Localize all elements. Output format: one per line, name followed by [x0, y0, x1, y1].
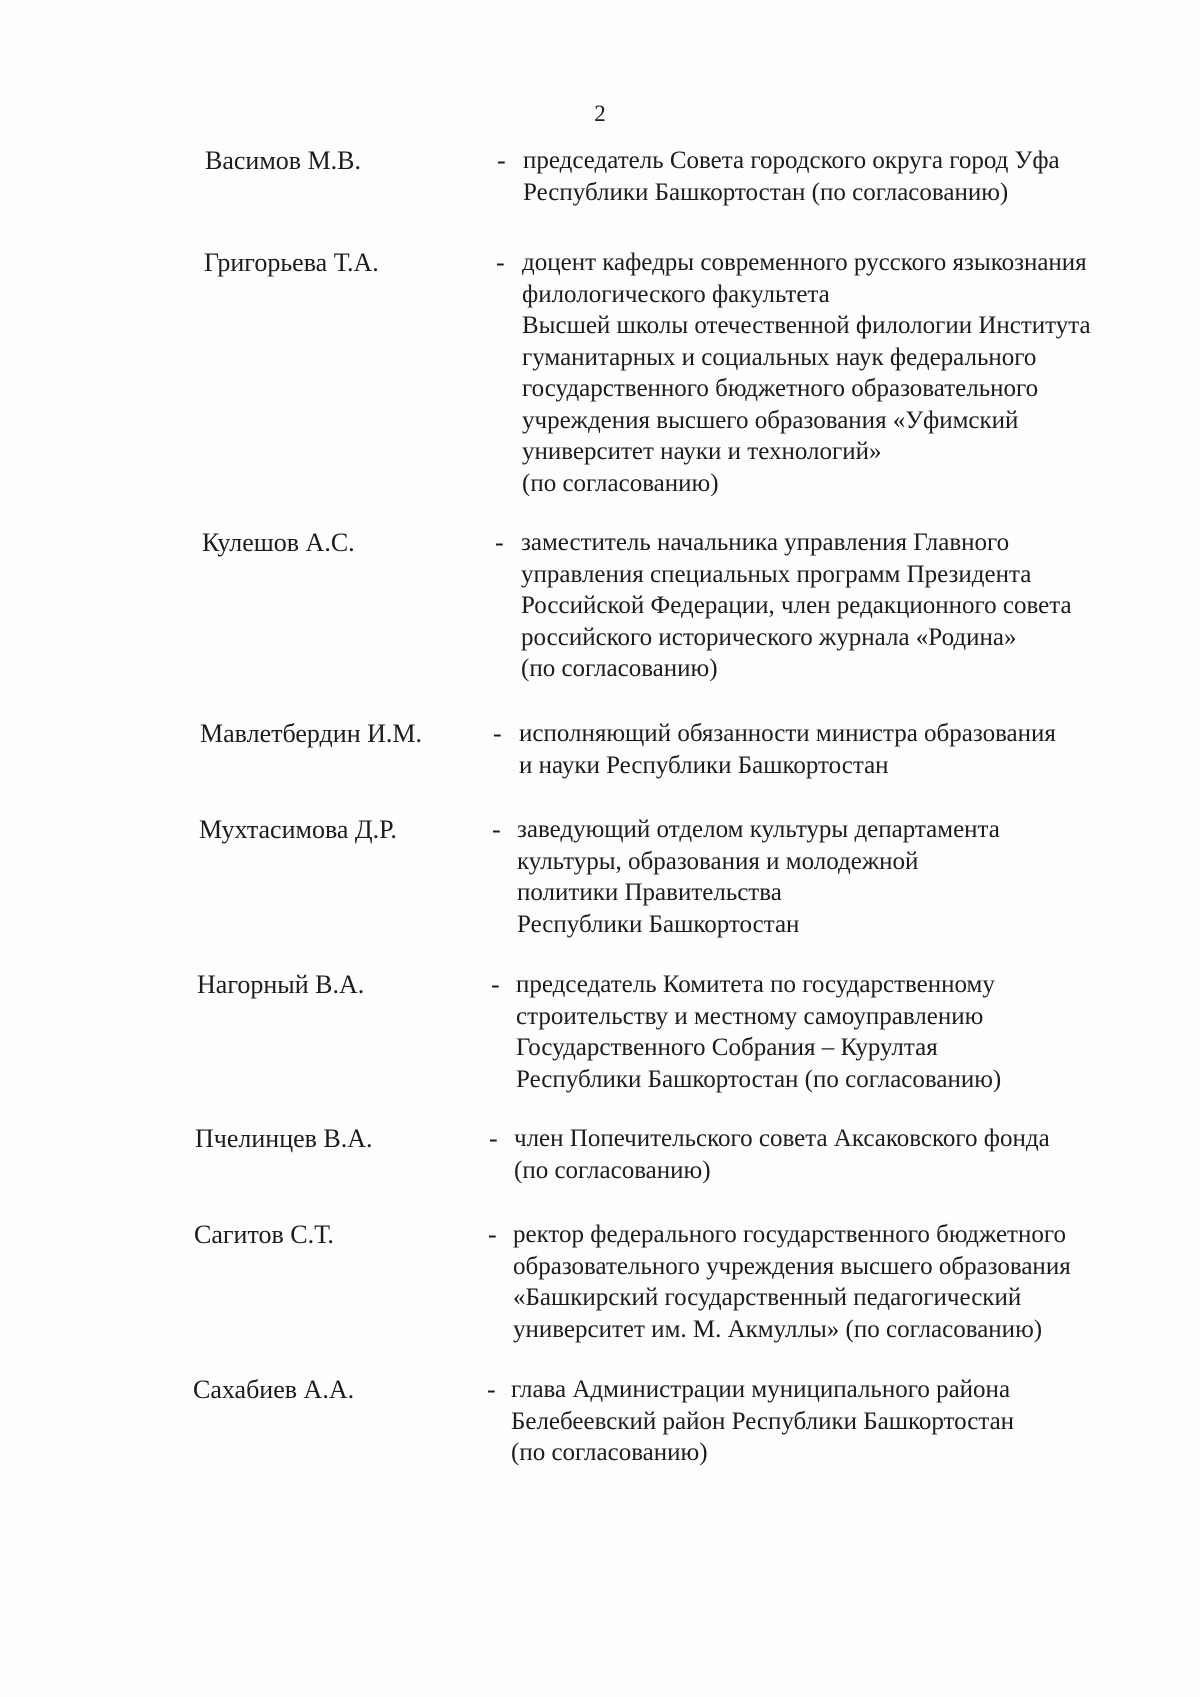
description-line: учреждения высшего образования «Уфимский: [522, 406, 1019, 434]
description-line: и науки Республики Башкортостан: [519, 751, 889, 779]
member-description: [521, 527, 1161, 685]
member-name: Кулешов А.С.: [202, 528, 355, 557]
separator-dash: -: [488, 1220, 497, 1249]
member-description: [513, 1219, 1153, 1345]
description-line: университет им. М. Акмуллы» (по согласованию): [513, 1315, 1043, 1343]
member-name: Пчелинцев В.А.: [195, 1124, 373, 1153]
separator-dash: -: [491, 970, 500, 999]
separator-dash: -: [497, 146, 506, 175]
description-line: доцент кафедры современного русского языкознания: [522, 249, 1087, 276]
member-name: Васимов М.В.: [205, 146, 362, 175]
description-line: гуманитарных и социальных наук федерального: [522, 343, 1037, 371]
description-line: Республики Башкортостан (по согласованию): [523, 178, 1009, 206]
member-name: Мухтасимова Д.Р.: [199, 815, 397, 844]
member-description: [522, 247, 1162, 499]
page-number: 2: [594, 101, 606, 126]
description-line: (по согласованию): [522, 469, 719, 497]
description-line: заведующий отделом культуры департамента: [517, 816, 1000, 843]
description-line: культуры, образования и молодежной: [517, 847, 919, 875]
member-description: [511, 1374, 1151, 1469]
separator-dash: -: [487, 1375, 496, 1404]
description-line: Российской Федерации, член редакционного совета: [521, 592, 1072, 619]
description-line: образовательного учреждения высшего образования: [513, 1252, 1071, 1280]
description-line: Республики Башкортостан (по согласованию): [516, 1065, 1002, 1093]
description-line: российского исторического журнала «Родина»: [521, 623, 1017, 651]
member-name: Григорьева Т.А.: [204, 248, 379, 277]
description-line: политики Правительства: [517, 879, 782, 906]
description-line: (по согласованию): [514, 1156, 711, 1184]
member-name: Мавлетбердин И.М.: [200, 719, 423, 748]
description-line: Высшей школы отечественной филологии Института: [522, 312, 1091, 339]
description-line: государственного бюджетного образовательного: [522, 375, 1039, 402]
description-line: (по согласованию): [511, 1439, 708, 1466]
member-description: [514, 1123, 1154, 1186]
description-line: Государственного Собрания – Курултая: [516, 1034, 938, 1061]
description-line: «Башкирский государственный педагогический: [513, 1284, 1022, 1311]
description-line: председатель Комитета по государственному: [516, 971, 995, 998]
description-line: (по согласованию): [521, 655, 718, 682]
description-line: заместитель начальника управления Главного: [521, 529, 1010, 556]
member-description: [523, 145, 1163, 208]
separator-dash: -: [496, 248, 505, 277]
separator-dash: -: [489, 1124, 498, 1153]
description-line: председатель Совета городского округа город Уфа: [523, 147, 1060, 174]
member-description: [516, 969, 1156, 1095]
member-name: Сагитов С.Т.: [194, 1220, 334, 1249]
separator-dash: -: [493, 719, 502, 748]
member-name: Сахабиев А.А.: [193, 1375, 355, 1404]
description-line: Белебеевский район Республики Башкортостан: [511, 1407, 1015, 1435]
description-line: глава Администрации муниципального района: [511, 1376, 1011, 1403]
member-description: [519, 718, 1159, 781]
description-line: управления специальных программ Президента: [521, 560, 1032, 588]
separator-dash: -: [492, 815, 501, 844]
description-line: Республики Башкортостан: [517, 910, 800, 938]
description-line: филологического факультета: [522, 280, 830, 308]
description-line: строительству и местному самоуправлению: [516, 1002, 984, 1030]
description-line: член Попечительского совета Аксаковского фонда: [514, 1125, 1050, 1152]
description-line: исполняющий обязанности министра образования: [519, 720, 1056, 747]
member-name: Нагорный В.А.: [197, 970, 365, 999]
member-description: [517, 814, 1157, 940]
separator-dash: -: [495, 528, 504, 557]
description-line: ректор федерального государственного бюджетного: [513, 1221, 1066, 1248]
description-line: университет науки и технологий»: [522, 438, 882, 465]
